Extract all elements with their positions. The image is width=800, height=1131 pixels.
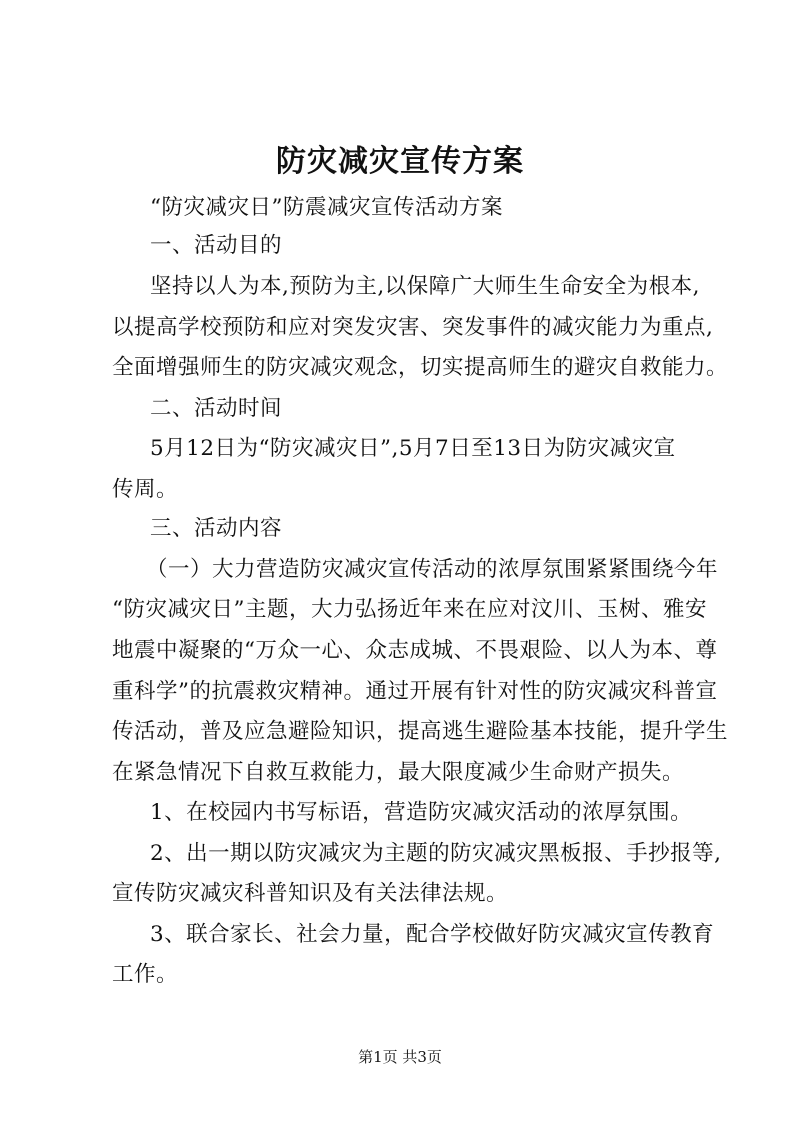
paragraph-line: 地震中凝聚的“万众一心、众志成城、不畏艰险、以人为本、尊 [112,638,718,663]
document-subtitle: “防灾减灾日”防震减灾宣传活动方案 [150,195,503,220]
paragraph-line: 5月12日为“防灾减灾日”,5月7日至13日为防灾减灾宣 [150,436,676,461]
list-item-3: 3、联合家长、社会力量，配合学校做好防灾减灾宣传教育 [150,922,715,947]
paragraph-line: “防灾减灾日”主题，大力弘扬近年来在应对汶川、玉树、雅安 [112,597,707,622]
paragraph-line: 传活动，普及应急避险知识，提高逃生避险基本技能，提升学生 [112,719,729,744]
paragraph-line: 全面增强师生的防灾减灾观念，切实提高师生的避灾自救能力。 [112,355,729,380]
document-title: 防灾减灾宣传方案 [276,144,524,179]
list-item-3-continuation: 工作。 [112,962,179,987]
paragraph-line: 在紧急情况下自救互救能力，最大限度减少生命财产损失。 [112,760,685,785]
paragraph-line: 重科学”的抗震救灾精神。通过开展有针对性的防灾减灾科普宣 [112,679,718,704]
paragraph-line: （一）大力营造防灾减灾宣传活动的浓厚氛围紧紧围绕今年 [146,557,719,582]
list-item-2: 2、出一期以防灾减灾为主题的防灾减灾黑板报、手抄报等, [150,841,722,866]
list-item-1: 1、在校园内书写标语，营造防灾减灾活动的浓厚氛围。 [150,800,693,825]
section-heading-purpose: 一、活动目的 [150,233,283,258]
paragraph-line: 以提高学校预防和应对突发灾害、突发事件的减灾能力为重点, [112,315,714,340]
section-heading-content: 三、活动内容 [150,516,283,541]
paragraph-line: 坚持以人为本,预防为主,以保障广大师生生命安全为根本, [150,274,701,299]
section-heading-time: 二、活动时间 [150,396,283,421]
paragraph-line: 传周。 [112,477,179,502]
page-number-footer: 第1页 共3页 [358,1048,442,1066]
list-item-2-continuation: 宣传防灾减灾科普知识及有关法律法规。 [112,881,509,906]
